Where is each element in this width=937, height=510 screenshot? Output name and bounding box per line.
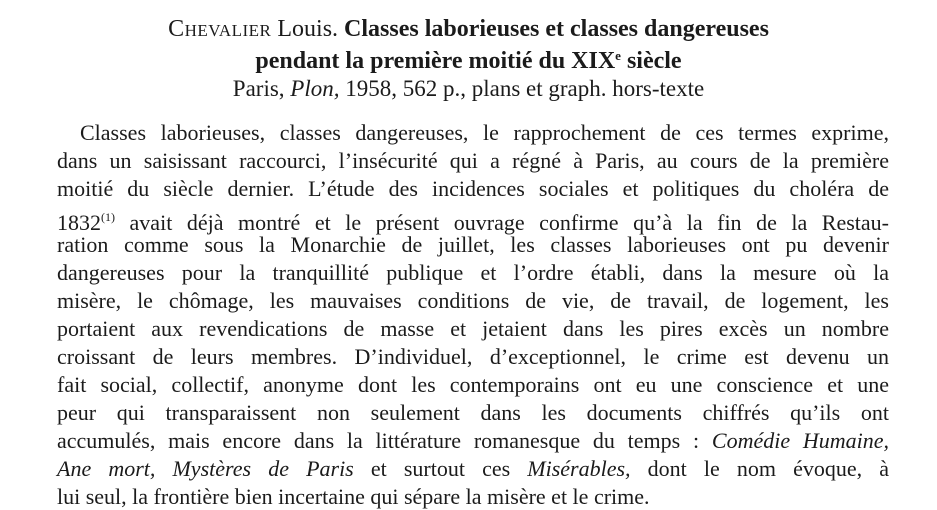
- body-line: [57, 428, 889, 454]
- body-line: ration comme sous la Monarchie de juillet, les classes laborieuses ont pu devenir: [57, 232, 889, 257]
- author-last-name: Chevalier: [168, 16, 272, 42]
- review-heading-line-2: [0, 42, 937, 75]
- year-1832: 1832: [57, 210, 101, 235]
- body-line: lui seul, la frontière bien incertaine qui sépare la misère et le crime.: [57, 484, 650, 509]
- work-title: Misérables,: [527, 456, 631, 481]
- footnote-marker: (1): [101, 210, 115, 224]
- work-title: Comédie Humaine,: [711, 428, 890, 453]
- body-line: [57, 204, 890, 235]
- body-line: portaient aux revendications de masse et jetaient dans les pires excès un nombre: [57, 316, 889, 341]
- body-line: croissant de leurs membres. D’individuel, d’exceptionnel, le crime est devenu un: [57, 344, 889, 369]
- publication-city: Paris,: [232, 76, 285, 101]
- body-text: accumulés, mais encore dans la littérature romanesque du temps :: [57, 428, 700, 453]
- review-heading-line-1: [0, 15, 937, 43]
- author-first-name: Louis.: [277, 16, 339, 42]
- body-line: fait social, collectif, anonyme dont les contemporains ont eu une conscience et une: [57, 372, 889, 397]
- body-line: misère, le chômage, les mauvaises conditions de vie, de travail, de logement, les: [57, 288, 889, 313]
- body-text: dont le nom évoque, à: [647, 456, 889, 481]
- body-line: Classes laborieuses, classes dangereuses, le rapprochement de ces termes exprime,: [80, 120, 889, 145]
- publication-details: 1958, 562 p., plans et graph. hors-texte: [345, 76, 705, 101]
- book-title-line-2-end: siècle: [626, 48, 682, 74]
- body-text: et surtout ces: [370, 456, 511, 481]
- book-title-line-1: Classes laborieuses et classes dangereuses: [344, 16, 769, 42]
- body-line: peur qui transparaissent non seulement dans les documents chiffrés qu’ils ont: [57, 400, 889, 425]
- publisher-name: Plon,: [290, 76, 340, 101]
- publication-info: [0, 75, 937, 103]
- body-text: avait déjà montré et le présent ouvrage confirme qu’à la fin de la Restau-: [129, 210, 890, 235]
- body-line: [57, 456, 889, 482]
- century-superscript: e: [615, 48, 621, 63]
- work-title: Ane mort, Mystères de Paris: [57, 456, 354, 481]
- body-line: dangereuses pour la tranquillité publique et l’ordre établi, dans la mesure où la: [57, 260, 889, 285]
- book-title-line-2: pendant la première moitié du XIX: [255, 48, 616, 74]
- body-line: moitié du siècle dernier. L’étude des incidences sociales et politiques du choléra de: [57, 176, 889, 201]
- body-line: dans un saisissant raccourci, l’insécurité qui a régné à Paris, au cours de la première: [57, 148, 889, 173]
